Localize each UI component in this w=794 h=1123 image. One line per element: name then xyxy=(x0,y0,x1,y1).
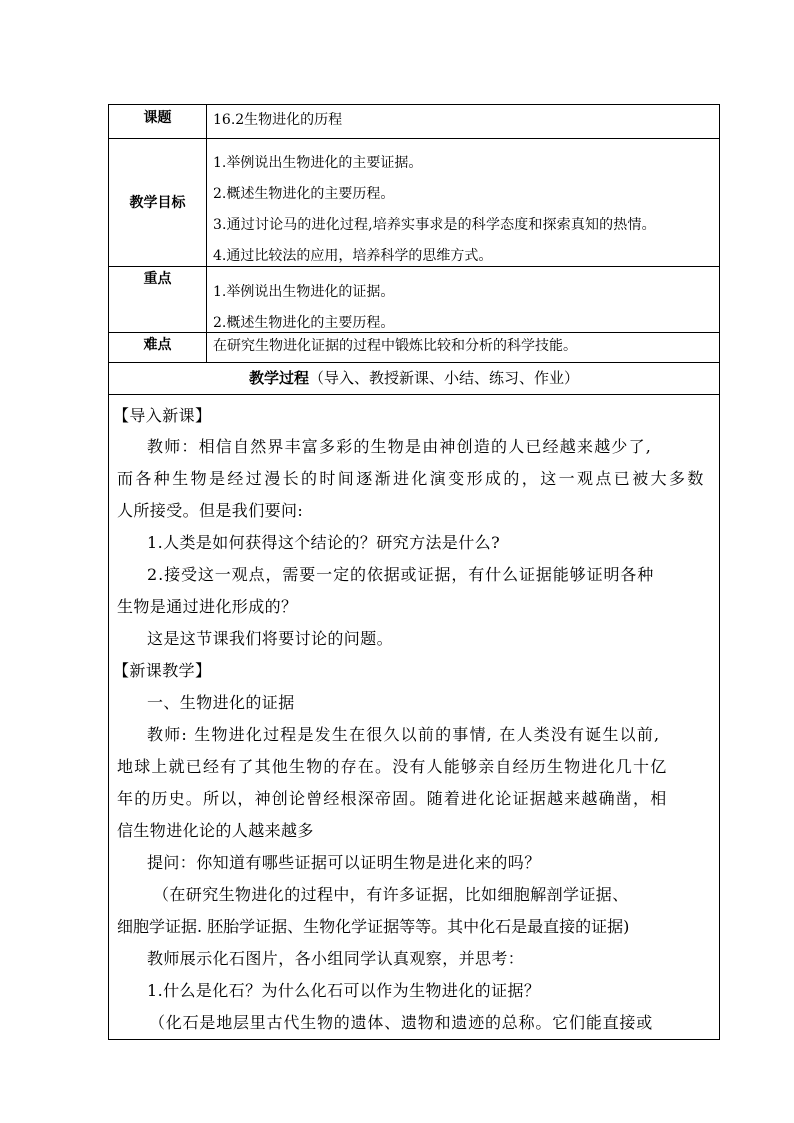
section-paragraph-line: 信生物进化论的人越来越多 xyxy=(117,821,314,840)
new-lesson-heading: 【新课教学】 xyxy=(113,661,212,680)
key-point-item: 1.举例说出生物进化的证据。 xyxy=(213,284,395,300)
intro-paragraph-line: 这是这节课我们将要讨论的问题。 xyxy=(147,629,394,648)
intro-paragraph-line: 生物是通过进化形成的？ xyxy=(117,597,298,616)
process-title: 教学过程 xyxy=(248,369,309,387)
intro-paragraph-line: 而各种生物是经过漫长的时间逐渐进化演变形成的，这一观点已被大多数 xyxy=(117,469,706,488)
objectives-label: 教学目标 xyxy=(109,139,207,266)
section-paragraph-line: （在研究生物进化的过程中，有许多证据，比如细胞解剖学证据、 xyxy=(153,885,629,904)
difficulties-text: 在研究生物进化证据的过程中锻炼比较和分析的科学技能。 xyxy=(213,338,577,354)
key-points-label: 重点 xyxy=(109,267,207,332)
lesson-plan-table xyxy=(108,104,720,1040)
section-paragraph-line: （化石是地层里古代生物的遗体、遗物和遗迹的总称。它们能直接或 xyxy=(149,1013,654,1032)
key-points-row xyxy=(109,267,719,333)
intro-paragraph-line: 人所接受。但是我们要问: xyxy=(117,501,304,520)
intro-question: 2.接受这一观点，需要一定的依据或证据，有什么证据能够证明各种 xyxy=(147,565,655,584)
topic-value xyxy=(213,105,719,138)
section-paragraph-line: 教师展示化石图片，各小组同学认真观察，并思考： xyxy=(147,949,525,968)
section-paragraph-line: 地球上就已经有了其他生物的存在。没有人能够亲自经历生物进化几十亿 xyxy=(117,757,668,776)
objective-item: 3.通过讨论马的进化过程,培养实事求是的科学态度和探索真知的热情。 xyxy=(213,217,656,233)
section-paragraph-line: 提问：你知道有哪些证据可以证明生物是进化来的吗？ xyxy=(147,853,541,872)
topic-row xyxy=(109,105,719,139)
objective-item: 2.概述生物进化的主要历程。 xyxy=(213,186,395,202)
difficulties-value xyxy=(213,333,719,362)
objective-item: 1.举例说出生物进化的主要证据。 xyxy=(213,155,423,171)
topic-label: 课题 xyxy=(109,105,207,138)
intro-paragraph-line: 教师：相信自然界丰富多彩的生物是由神创造的人已经越来越少了, xyxy=(147,437,653,456)
process-header xyxy=(109,367,719,388)
intro-heading: 【导入新课】 xyxy=(113,406,212,425)
difficulties-row xyxy=(109,333,719,363)
objective-item: 4.通过比较法的应用，培养科学的思维方式。 xyxy=(213,248,493,264)
objectives-list xyxy=(213,139,719,266)
section-paragraph-line: 教师: 生物进化过程是发生在很久以前的事情, 在人类没有诞生以前, xyxy=(147,725,661,744)
lesson-content xyxy=(109,395,719,1041)
objectives-row xyxy=(109,139,719,267)
process-subtitle: （导入、教授新课、小结、练习、作业） xyxy=(309,369,580,387)
section-paragraph-line: 细胞学证据. 胚胎学证据、生物化学证据等等。其中化石是最直接的证据) xyxy=(117,917,630,936)
section-title: 一、生物进化的证据 xyxy=(147,693,295,712)
key-points-list xyxy=(213,267,719,332)
difficulties-label: 难点 xyxy=(109,333,207,362)
section-paragraph-line: 1.什么是化石？为什么化石可以作为生物进化的证据？ xyxy=(147,981,541,1000)
key-point-item: 2.概述生物进化的主要历程。 xyxy=(213,315,395,331)
topic-text: 16.2生物进化的历程 xyxy=(213,112,343,128)
intro-question: 1.人类是如何获得这个结论的？研究方法是什么? xyxy=(147,533,501,552)
process-header-row xyxy=(109,363,719,395)
section-paragraph-line: 年的历史。所以，神创论曾经根深帝固。随着进化论证据越来越确凿，相 xyxy=(117,789,668,808)
